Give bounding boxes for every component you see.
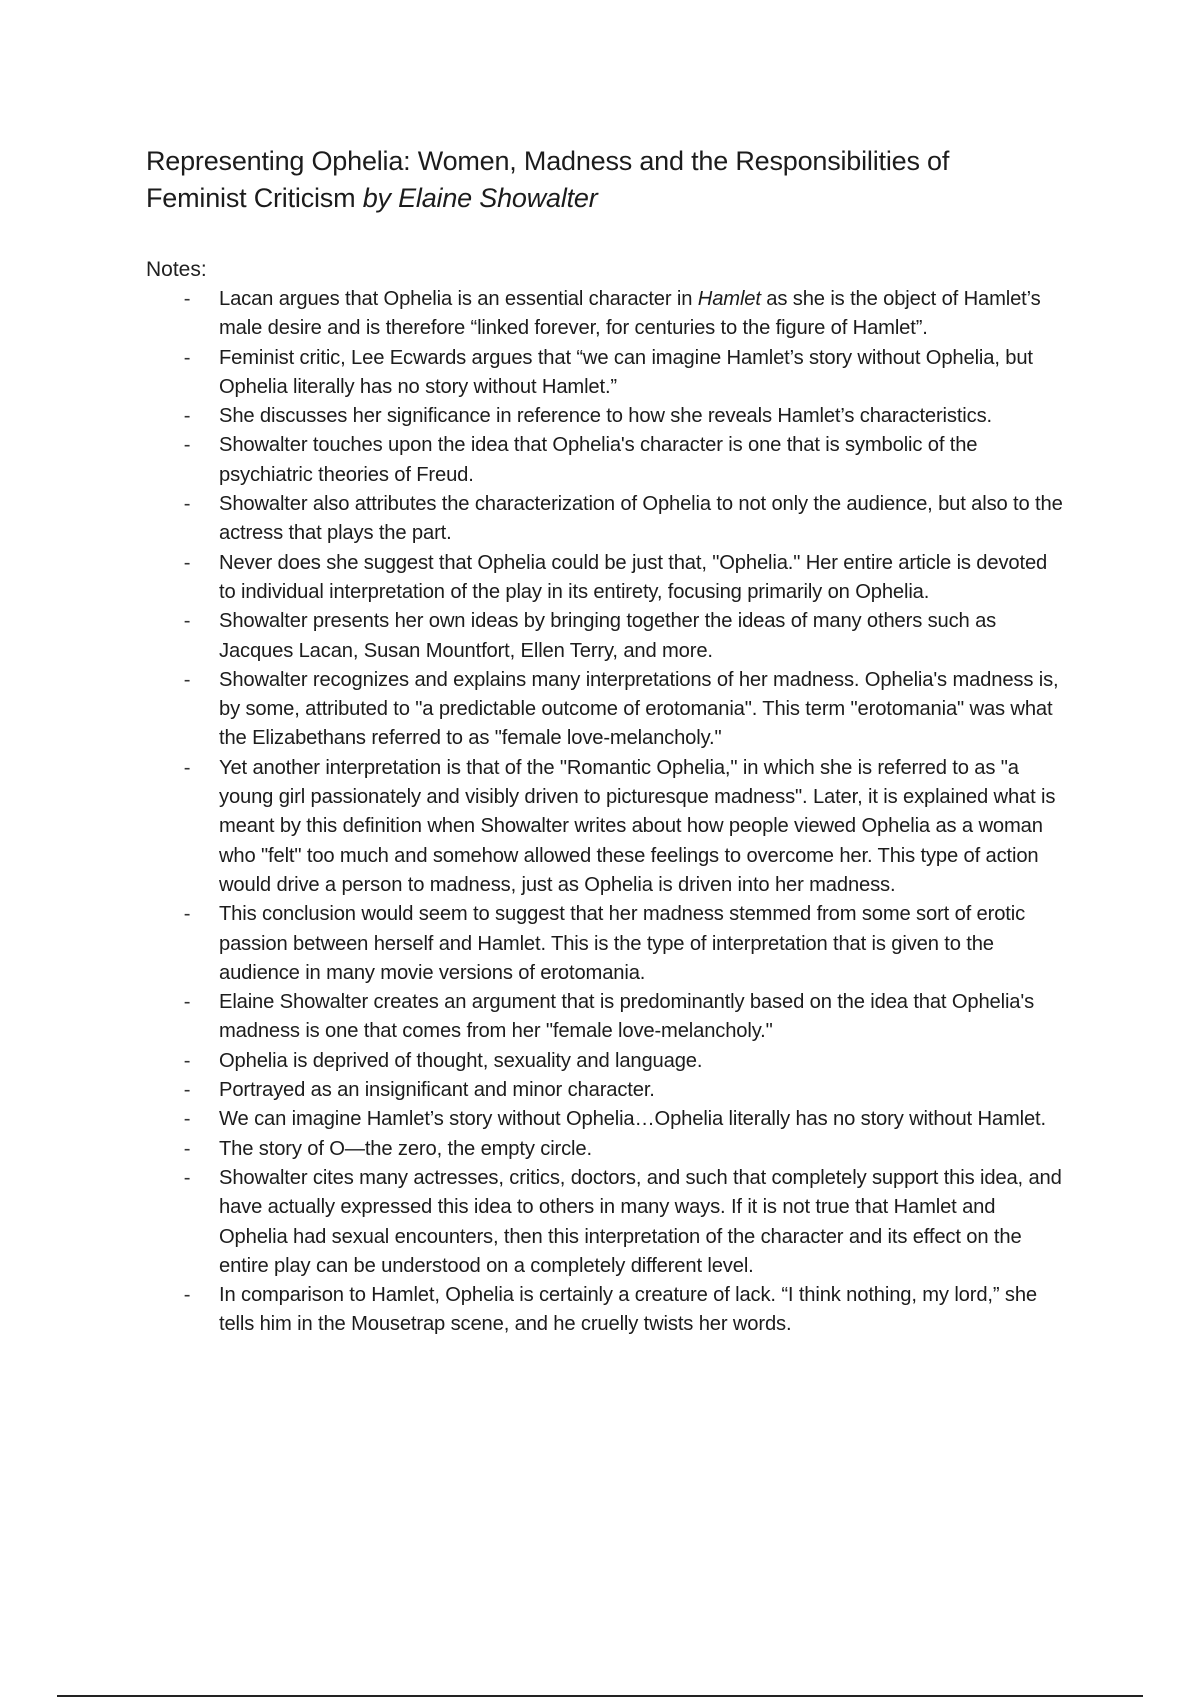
- note-item: [146, 1281, 1066, 1340]
- note-text: We can imagine Hamlet’s story without Ophelia…Ophelia literally has no story without Hamlet.: [219, 1108, 1046, 1131]
- note-text: Yet another interpretation is that of the "Romantic Ophelia," in which she is referred to as "a young girl passionately and visibly driven to picturesque madness". Later, it is explained what is meant by this definition when Showalter writes about how people viewed Ophelia as a woman who "felt" too much and somehow allowed these feelings to overcome her. This type of action would drive a person to madness, just as Ophelia is driven into her madness.: [219, 756, 1056, 896]
- bullet-dash: -: [183, 1137, 191, 1160]
- notes-list: [146, 285, 1066, 1340]
- bullet-dash: -: [183, 346, 191, 369]
- bullet-dash: -: [183, 903, 191, 926]
- note-text: Ophelia is deprived of thought, sexuality and language.: [219, 1049, 703, 1072]
- note-item: [146, 1105, 1066, 1134]
- bullet-dash: -: [183, 991, 191, 1014]
- bullet-dash: -: [183, 493, 191, 516]
- bullet-dash: -: [183, 1166, 191, 1189]
- bullet-dash: -: [183, 1079, 191, 1102]
- note-text: The story of O—the zero, the empty circle.: [219, 1137, 592, 1160]
- note-text: In comparison to Hamlet, Ophelia is certainly a creature of lack. “I think nothing, my lord,” she tells him in the Mousetrap scene, and he cruelly twists her words.: [219, 1284, 1037, 1336]
- note-item: [146, 285, 1066, 344]
- note-item: [146, 344, 1066, 403]
- note-text: This conclusion would seem to suggest that her madness stemmed from some sort of erotic passion between herself and Hamlet. This is the type of interpretation that is given to the audience in many movie versions of erotomania.: [219, 903, 1026, 984]
- title-author: by Elaine Showalter: [362, 183, 598, 213]
- bullet-dash: -: [183, 610, 191, 633]
- note-text-italic: Hamlet: [697, 288, 761, 310]
- bullet-dash: -: [183, 1049, 191, 1072]
- note-item: [146, 754, 1066, 900]
- note-item: [146, 431, 1066, 490]
- bullet-dash: -: [183, 668, 191, 691]
- note-item: [146, 607, 1066, 666]
- note-item: [146, 988, 1066, 1047]
- bullet-dash: -: [183, 434, 191, 457]
- bullet-dash: -: [183, 756, 191, 779]
- note-text: Never does she suggest that Ophelia could be just that, "Ophelia." Her entire article is devoted to individual interpretation of the play in its entirety, focusing primarily on Ophelia.: [219, 551, 1048, 603]
- note-text: Showalter recognizes and explains many interpretations of her madness. Ophelia's madness is, by some, attributed to "a predictable outcome of erotomania". This term "erotomania" was what the Elizabethans referred to as "female love-melancholy.": [219, 668, 1059, 750]
- note-item: [146, 1076, 1066, 1105]
- note-text: Showalter cites many actresses, critics, doctors, and such that completely support this idea, and have actually expressed this idea to others in many ways. If it is not true that Hamlet and Ophelia had sexual encounters, then this interpretation of the character and its effect on the entire play can be understood on a completely different level.: [219, 1166, 1062, 1277]
- bullet-dash: -: [183, 288, 191, 310]
- title-main: Representing Ophelia: Women, Madness and the Responsibilities of Feminist Criticism: [146, 146, 950, 213]
- note-text: Elaine Showalter creates an argument that is predominantly based on the idea that Ophelia's madness is one that comes from her "female love-melancholy.": [219, 991, 1035, 1043]
- note-item: [146, 490, 1066, 549]
- page-bottom-rule: [57, 1695, 1143, 1697]
- note-text: as she is the object of Hamlet’s male desire and is therefore “linked forever, for centuries to the figure of Hamlet”.: [219, 288, 1041, 340]
- note-text: Showalter presents her own ideas by bringing together the ideas of many others such as Jacques Lacan, Susan Mountfort, Ellen Terry, and more.: [219, 610, 997, 662]
- note-text: Showalter touches upon the idea that Ophelia's character is one that is symbolic of the psychiatric theories of Freud.: [219, 434, 978, 486]
- bullet-dash: -: [183, 1284, 191, 1307]
- bullet-dash: -: [183, 551, 191, 574]
- note-item: [146, 549, 1066, 608]
- notes-heading: Notes:: [146, 258, 207, 281]
- bullet-dash: -: [183, 405, 191, 428]
- document-title: [146, 143, 1046, 217]
- note-item: [146, 1047, 1066, 1076]
- note-item: [146, 666, 1066, 754]
- bullet-dash: -: [183, 1108, 191, 1131]
- note-text: Feminist critic, Lee Ecwards argues that “we can imagine Hamlet’s story without Ophelia, but Ophelia literally has no story without Hamlet.”: [219, 346, 1033, 398]
- note-text: Lacan argues that Ophelia is an essential character in: [219, 288, 698, 310]
- note-item: [146, 402, 1066, 431]
- note-item: [146, 900, 1066, 988]
- note-item: [146, 1135, 1066, 1164]
- note-text: Showalter also attributes the characterization of Ophelia to not only the audience, but also to the actress that plays the part.: [219, 493, 1063, 545]
- note-text: She discusses her significance in reference to how she reveals Hamlet’s characteristics.: [219, 405, 992, 428]
- note-item: [146, 1164, 1066, 1281]
- note-text: Portrayed as an insignificant and minor character.: [219, 1079, 655, 1102]
